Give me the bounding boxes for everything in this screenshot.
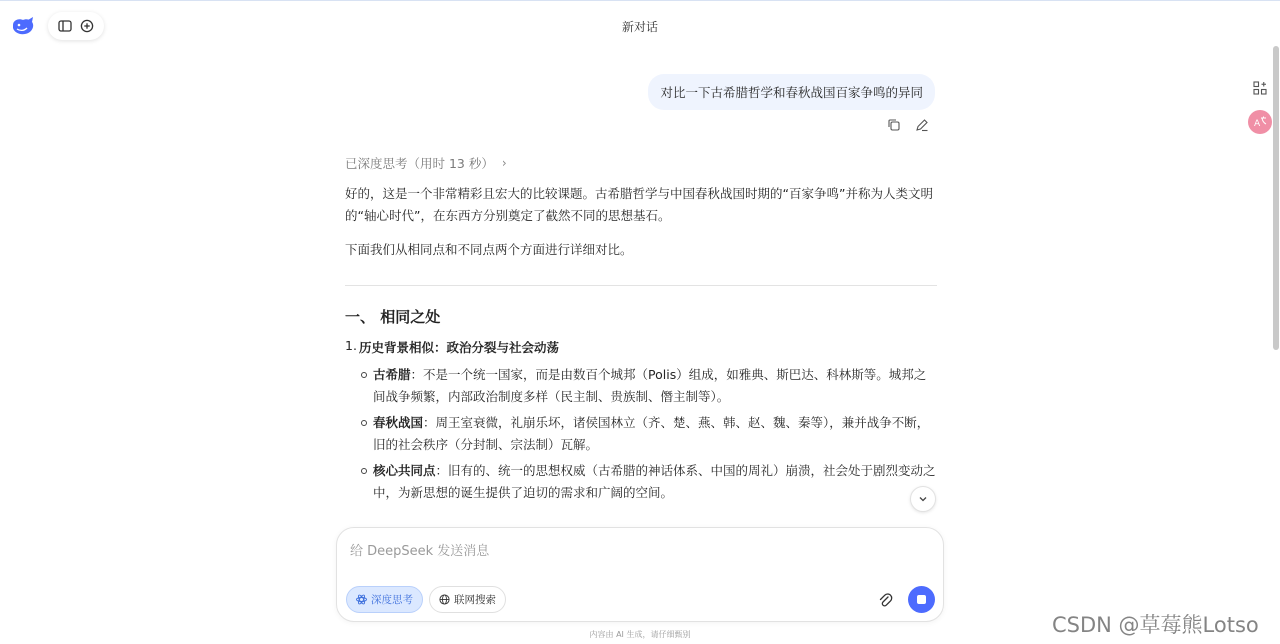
chevron-down-icon: [918, 494, 928, 504]
section-heading: 一、 相同之处: [345, 308, 441, 326]
edit-icon[interactable]: [913, 116, 931, 134]
chevron-right-icon: ›: [501, 156, 507, 170]
user-message-bubble: 对比一下古希腊哲学和春秋战国百家争鸣的异同: [648, 74, 935, 110]
list-item-title: 历史背景相似：政治分裂与社会动荡: [359, 340, 560, 355]
bullet-term: 春秋战国: [373, 415, 424, 430]
page-title: 新对话: [621, 20, 658, 34]
top-bar: [0, 0, 1280, 50]
message-composer: [336, 527, 944, 622]
content-fade: [0, 505, 1280, 525]
deep-think-toggle[interactable]: [345, 150, 937, 176]
web-search-button[interactable]: [429, 586, 506, 613]
bullet-term: 核心共同点: [373, 463, 436, 478]
intro-paragraph: 好的，这是一个非常精彩且宏大的比较课题。古希腊哲学与中国春秋战国时期的“百家争鸣”并称为人类文明的“轴心时代”，在东西方分别奠定了截然不同的思想基石。: [345, 186, 933, 223]
divider: [345, 285, 937, 286]
deep-think-button[interactable]: [346, 586, 423, 613]
apps-icon[interactable]: [1248, 76, 1272, 100]
list-item: [359, 460, 937, 504]
message-actions: [885, 116, 931, 134]
atom-icon: [356, 594, 367, 605]
stop-generation-button[interactable]: [908, 586, 935, 613]
bullet-text: ：周王室衰微，礼崩乐坏，诸侯国林立（齐、楚、燕、韩、赵、魏、秦等），兼并战争不断，旧的社会秩序（分封制、宗法制）瓦解。: [373, 415, 930, 452]
list-item: [359, 364, 937, 408]
bullet-text: ：旧有的、统一的思想权威（古希腊的神话体系、中国的周礼）崩溃，社会处于剧烈变动之中，为新思想的诞生提供了迫切的需求和广阔的空间。: [373, 463, 936, 500]
web-search-label: 联网搜索: [454, 594, 496, 606]
svg-text:A: A: [1254, 119, 1261, 129]
attachment-icon[interactable]: [877, 590, 897, 610]
deep-think-label: 深度思考: [371, 594, 413, 606]
globe-icon: [439, 594, 450, 605]
ordered-list-item: [345, 338, 937, 360]
stop-icon: [917, 595, 926, 604]
assistant-response: [345, 150, 937, 504]
ai-disclaimer: 内容由 AI 生成，请仔细甄别: [589, 630, 691, 639]
copy-icon[interactable]: [885, 116, 903, 134]
bullet-text: ：不是一个统一国家，而是由数百个城邦（Polis）组成，如雅典、斯巴达、科林斯等。城邦之间战争频繁，内部政治制度多样（民主制、贵族制、僭主制等）。: [373, 367, 927, 404]
intro-paragraph-2: 下面我们从相同点和不同点两个方面进行详细对比。: [345, 242, 633, 257]
watermark: CSDN @草莓熊Lotso: [1052, 613, 1259, 637]
scroll-to-bottom-button[interactable]: [910, 486, 936, 512]
scrollbar[interactable]: [1273, 46, 1279, 350]
thinking-label: 已深度思考（用时 13 秒）: [345, 156, 494, 171]
translate-icon[interactable]: [1248, 110, 1272, 134]
bullet-list: [359, 364, 937, 504]
bullet-term: 古希腊: [373, 367, 411, 382]
message-input[interactable]: [350, 541, 910, 561]
list-number: 1.: [345, 338, 357, 353]
list-item: [359, 412, 937, 456]
